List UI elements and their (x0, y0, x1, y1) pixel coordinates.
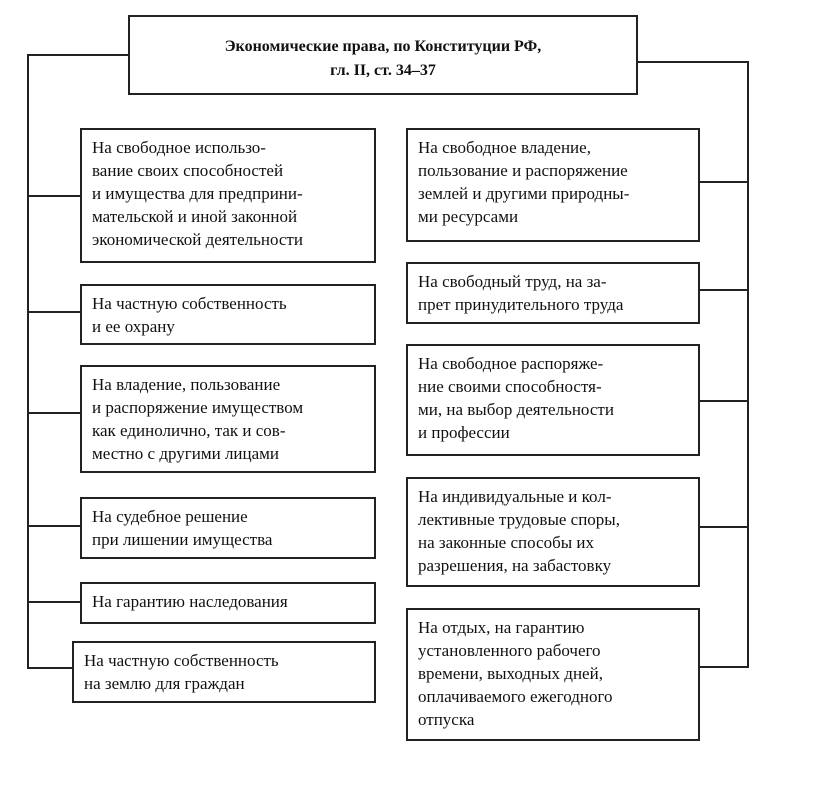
right-box-2-text: На свободный труд, на за- прет принудительного труда (418, 272, 624, 314)
left-box-5 (80, 582, 376, 624)
right-box-5 (406, 608, 700, 741)
right-box-4-text: На индивидуальные и кол- лективные трудовые споры, на законные способы их разрешения, на забастовку (418, 487, 620, 575)
left-box-2 (80, 284, 376, 345)
left-box-6 (72, 641, 376, 703)
left-box-3-text: На владение, пользование и распоряжение имуществом как единолично, так и сов- местно с другими лицами (92, 375, 304, 463)
right-box-3 (406, 344, 700, 456)
left-box-4 (80, 497, 376, 559)
right-box-4 (406, 477, 700, 587)
right-box-5-text: На отдых, на гарантию установленного рабочего времени, выходных дней, оплачиваемого ежегодного отпуска (418, 618, 613, 729)
left-box-6-text: На частную собственность на землю для граждан (84, 651, 279, 693)
left-box-3 (80, 365, 376, 473)
left-box-1 (80, 128, 376, 263)
left-box-1-text: На свободное использо- вание своих способностей и имущества для предприни- мательской и иной законной экономической деятельности (92, 138, 303, 249)
right-box-3-text: На свободное распоряже- ние своими способностя- ми, на выбор деятельности и профессии (418, 354, 614, 442)
right-box-1-text: На свободное владение, пользование и распоряжение землей и другими природны- ми ресурсами (418, 138, 630, 226)
left-box-5-text: На гарантию наследования (92, 592, 288, 611)
right-box-1 (406, 128, 700, 242)
right-box-2 (406, 262, 700, 324)
diagram-title-text: Экономические права, по Конституции РФ, гл. II, ст. 34–37 (224, 38, 542, 79)
diagram-title (128, 15, 638, 95)
left-box-2-text: На частную собственность и ее охрану (92, 294, 287, 336)
left-box-4-text: На судебное решение при лишении имущества (92, 507, 273, 549)
